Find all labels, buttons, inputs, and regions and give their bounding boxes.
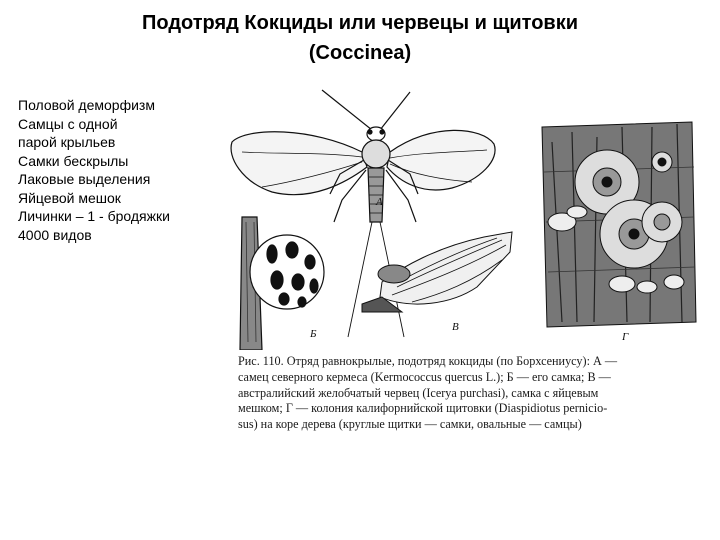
bullet-item: Самцы с одной <box>18 115 118 132</box>
coccid-illustration <box>222 82 700 350</box>
caption-line: самец северного кермеса (Kermococcus quercus L.); Б — его самка; В — <box>238 369 611 384</box>
bullet-list <box>18 96 218 244</box>
bullet-item: парой крыльев <box>18 134 116 150</box>
slide-title <box>20 8 700 68</box>
label-v: В <box>452 321 459 333</box>
label-b: Б <box>310 328 317 340</box>
title-line-2: (Coccinea) <box>308 42 412 64</box>
bullet-item: Личинки – 1 - бродяжки <box>18 208 170 224</box>
label-g: Г <box>622 331 629 343</box>
bullet-item: Половой деморфизм <box>18 97 155 113</box>
caption-line: австралийский желобчатый червец (Icerya purchasi), самка с яйцевым <box>238 385 599 400</box>
caption-line: Рис. 110. Отряд равнокрылые, подотряд кокциды (по Борхсениусу): А — <box>238 354 618 368</box>
bullet-item: Лаковые выделения <box>18 171 151 187</box>
bullet-item: Яйцевой мешок <box>18 189 121 206</box>
bullet-item: 4000 видов <box>18 226 92 243</box>
label-a: А <box>376 196 383 208</box>
caption-line: sus) на коре дерева (круглые щитки — самки, овальные — самцы) <box>238 417 582 432</box>
bullet-item: Самки бескрылы <box>18 152 129 169</box>
figure-caption <box>238 354 698 433</box>
title-line-1: Подотряд Кокциды или червецы и щитовки <box>141 12 579 34</box>
caption-line: мешком; Г — колония калифорнийской щитовки (Diaspidiotus pernicio- <box>238 401 608 416</box>
scale-colony-drawing <box>542 122 696 327</box>
